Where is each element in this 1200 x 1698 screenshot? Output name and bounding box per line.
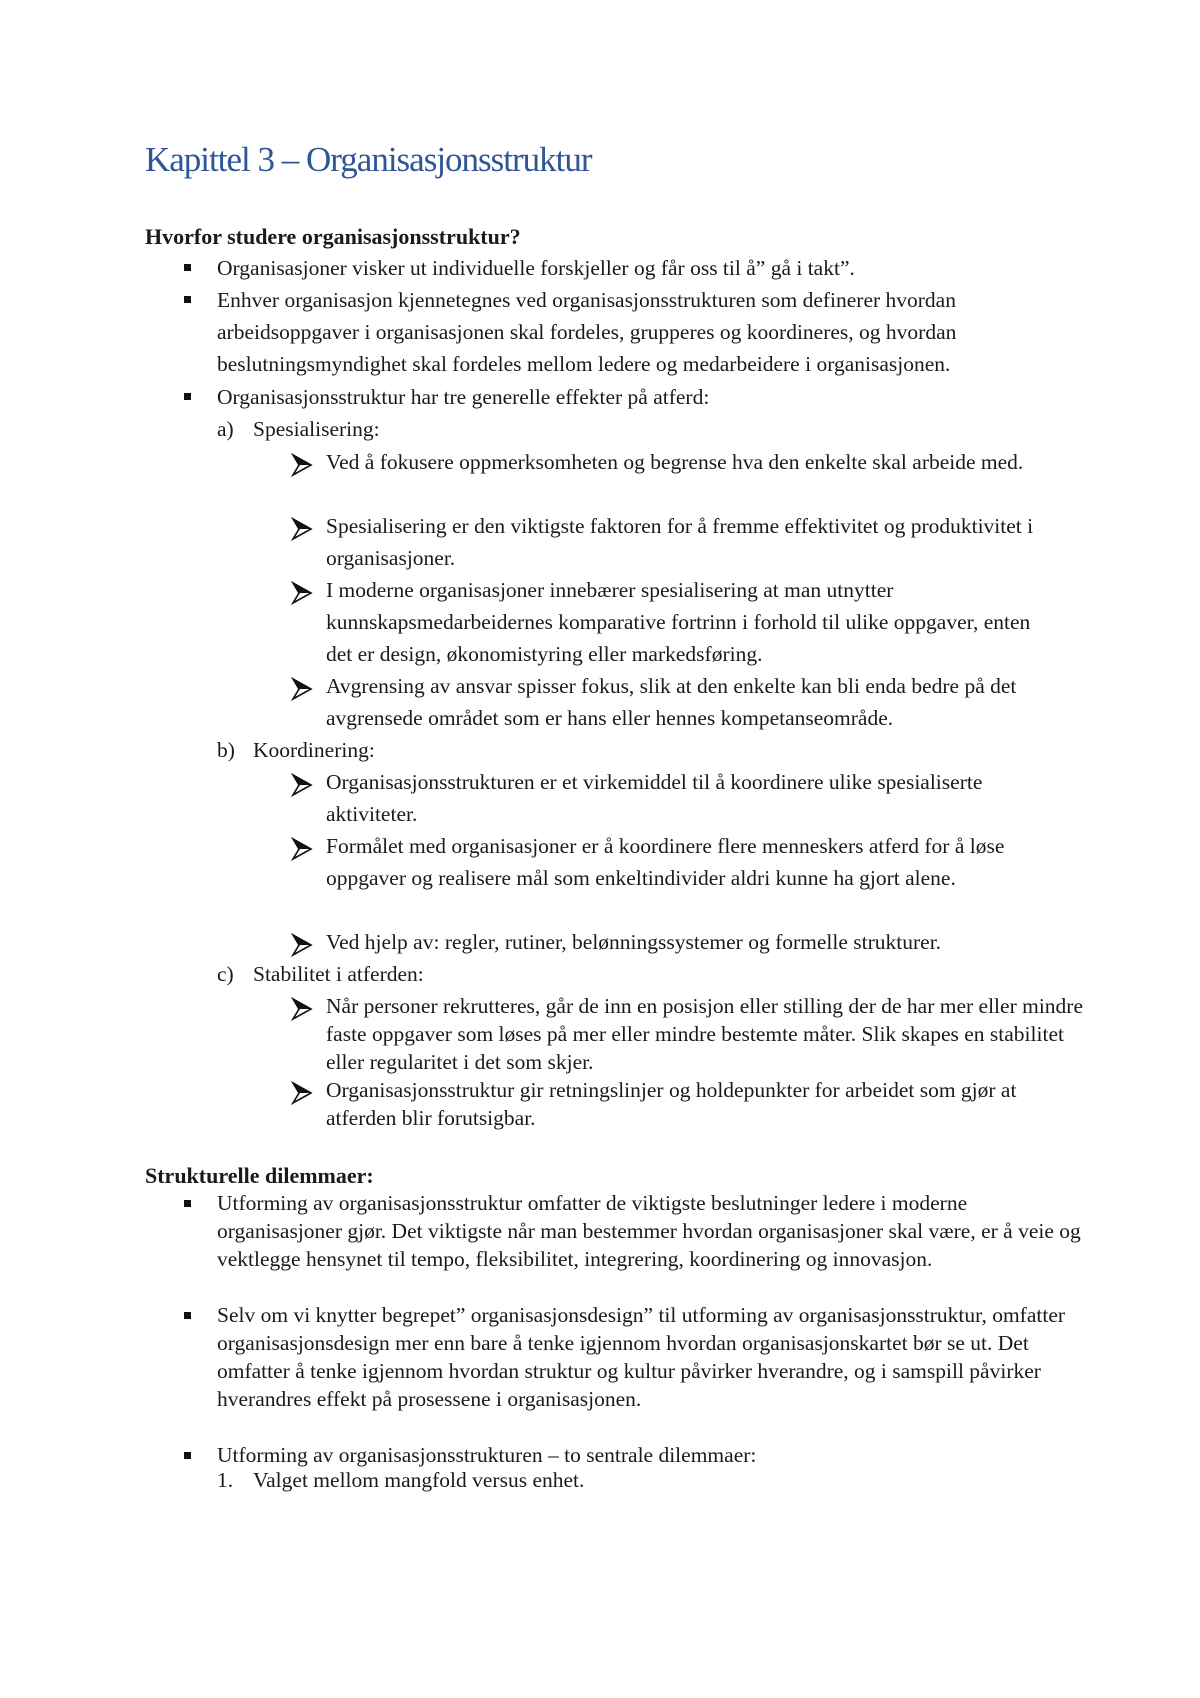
- list-marker-c: c): [217, 962, 234, 986]
- list-item: Når personer rekrutteres, går de inn en posisjon eller stilling der de har mer eller mindre faste oppgaver som løses på mer eller mindre bestemte måter. Slik skapes en stabilitet eller regularitet i det som skjer.: [326, 994, 1084, 1074]
- list-item: Ved hjelp av: regler, rutiner, belønningssystemer og formelle strukturer.: [326, 930, 942, 954]
- arrow-bullet-icon: [291, 517, 313, 541]
- arrow-bullet-icon: [291, 933, 313, 957]
- bullet-square-icon: [184, 393, 191, 400]
- bullet-square-icon: [184, 1452, 191, 1459]
- bullet-square-icon: [184, 296, 191, 303]
- arrow-bullet-icon: [291, 1081, 313, 1105]
- arrow-bullet-icon: [291, 837, 313, 861]
- list-item: Organisasjoner visker ut individuelle forskjeller og får oss til å” gå i takt”.: [217, 256, 855, 280]
- list-marker-1: 1.: [217, 1468, 234, 1492]
- section-heading-why: Hvorfor studere organisasjonsstruktur?: [145, 224, 521, 249]
- list-item: Organisasjonsstrukturen er et virkemiddel til å koordinere ulike spesialiserte aktiviteter.: [326, 770, 983, 826]
- effect-label-koordinering: Koordinering:: [253, 738, 375, 762]
- list-item: Utforming av organisasjonsstruktur omfatter de viktigste beslutninger ledere i moderne organisasjoner gjør. Det viktigste når man bestemmer hvordan organisasjoner skal være, er å veie og vektlegge hensynet til tempo, fleksibilitet, integrering, koordinering og innovasjon.: [217, 1191, 1081, 1271]
- list-marker-a: a): [217, 417, 234, 441]
- list-item: Organisasjonsstruktur har tre generelle effekter på atferd:: [217, 385, 710, 409]
- list-item: Valget mellom mangfold versus enhet.: [253, 1468, 585, 1492]
- list-item: Spesialisering er den viktigste faktoren for å fremme effektivitet og produktivitet i organisasjoner.: [326, 514, 1034, 570]
- arrow-bullet-icon: [291, 677, 313, 701]
- list-item: Organisasjonsstruktur gir retningslinjer og holdepunkter for arbeidet som gjør at atferden blir forutsigbar.: [326, 1078, 1017, 1130]
- list-item: Selv om vi knytter begrepet” organisasjonsdesign” til utforming av organisasjonsstruktur, omfatter organisasjonsdesign mer enn bare å tenke igjennom hvordan organisasjonskartet bør se ut. Det omfatter å tenke igjennom hvordan struktur og kultur påvirker hverandre, og i samspill påvirker hverandres effekt på prosessene i organisasjonen.: [217, 1303, 1066, 1411]
- list-marker-b: b): [217, 738, 235, 762]
- effect-label-spesialisering: Spesialisering:: [253, 417, 380, 441]
- section-heading-dilemmas: Strukturelle dilemmaer:: [145, 1163, 374, 1188]
- list-item: Formålet med organisasjoner er å koordinere flere menneskers atferd for å løse oppgaver og realisere mål som enkeltindivider aldri kunne ha gjort alene.: [326, 834, 1005, 890]
- list-item: Enhver organisasjon kjennetegnes ved organisasjonsstrukturen som definerer hvordan arbeidsoppgaver i organisasjonen skal fordeles, grupperes og koordineres, og hvordan beslutningsmyndighet skal fordeles mellom ledere og medarbeidere i organisasjonen.: [217, 288, 957, 376]
- list-item: I moderne organisasjoner innebærer spesialisering at man utnytter kunnskapsmedarbeidernes komparative fortrinn i forhold til ulike oppgaver, enten det er design, økonomistyring eller markedsføring.: [326, 578, 1031, 666]
- bullet-square-icon: [184, 1312, 191, 1319]
- list-item: Ved å fokusere oppmerksomheten og begrense hva den enkelte skal arbeide med.: [326, 450, 1024, 474]
- arrow-bullet-icon: [291, 453, 313, 477]
- arrow-bullet-icon: [291, 773, 313, 797]
- arrow-bullet-icon: [291, 997, 313, 1021]
- page-title: Kapittel 3 – Organisasjonsstruktur: [145, 140, 592, 179]
- bullet-square-icon: [184, 1200, 191, 1207]
- bullet-square-icon: [184, 264, 191, 271]
- effect-label-stabilitet: Stabilitet i atferden:: [253, 962, 424, 986]
- list-item: Utforming av organisasjonsstrukturen – to sentrale dilemmaer:: [217, 1443, 757, 1467]
- arrow-bullet-icon: [291, 581, 313, 605]
- list-item: Avgrensing av ansvar spisser fokus, slik at den enkelte kan bli enda bedre på det avgrensede området som er hans eller hennes kompetanseområde.: [326, 674, 1017, 730]
